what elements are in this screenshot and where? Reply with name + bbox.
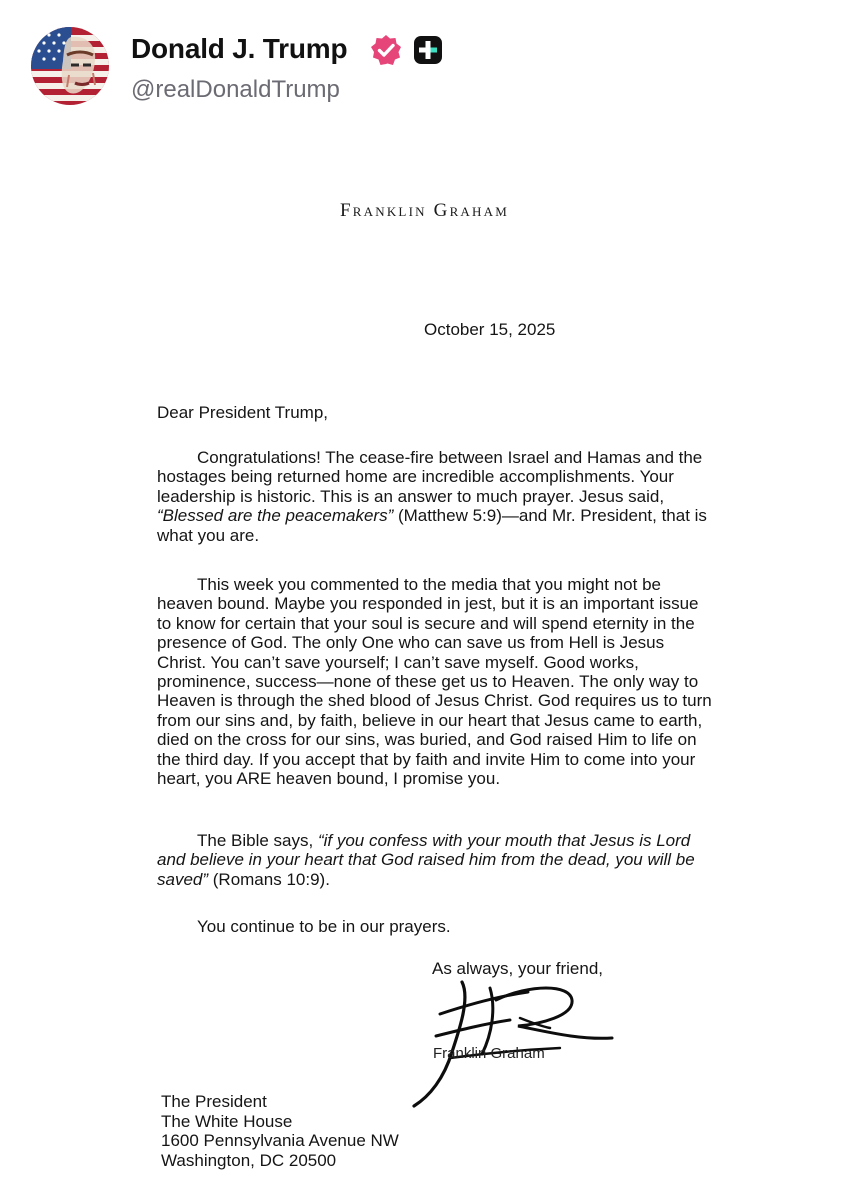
verified-badge-icon bbox=[370, 34, 402, 66]
post-header bbox=[0, 0, 849, 130]
truth-social-icon bbox=[414, 36, 442, 64]
paragraph-3 bbox=[157, 831, 717, 889]
paragraph-1-text-a: Congratulations! The cease-fire between Israel and Hamas and the hostages being returned home are incredible accomplishments. Your leadership is historic. This is an answer to much prayer. Jesus said, bbox=[157, 448, 703, 506]
avatar-flag-portrait-icon bbox=[31, 27, 109, 105]
signer-name: Franklin Graham bbox=[433, 1045, 545, 1062]
paragraph-4: You continue to be in our prayers. bbox=[197, 917, 451, 936]
paragraph-3-text-b: (Romans 10:9). bbox=[208, 869, 330, 889]
author-avatar[interactable] bbox=[31, 27, 109, 105]
paragraph-3-quote: “if you confess with your mouth that Jesus is Lord and believe in your heart that God raised him from the dead, you will be saved” bbox=[157, 831, 695, 889]
salutation: Dear President Trump, bbox=[157, 403, 329, 422]
letterhead: Franklin Graham bbox=[340, 200, 509, 221]
paragraph-1-quote: “Blessed are the peacemakers” bbox=[157, 506, 394, 526]
paragraph-1-text-b: (Matthew 5:9)—and Mr. President, that is what you are. bbox=[157, 506, 707, 545]
paragraph-2: This week you commented to the media that you might not be heaven bound. Maybe you responded in jest, but it is an important issue to know for certain that your soul is secure and will spend eternity in the presence of God. The only One who can save us from Hell is Jesus Christ. You can’t save yourself; I can’t save myself. Good works, prominence, success—none of these get us to Heaven. The only way to Heaven is through the shed blood of Jesus Christ. God requires us to turn from our sins and, by faith, believe in our heart that Jesus came to earth, died on the cross for our sins, was buried, and God raised Him to life on the third day. If you accept that by faith and invite Him to come into your heart, you ARE heaven bound, I promise you. bbox=[157, 575, 712, 789]
paragraph-1 bbox=[157, 448, 717, 545]
address-line-1: The President bbox=[161, 1092, 267, 1111]
address-line-2: The White House bbox=[161, 1111, 293, 1131]
letter-date: October 15, 2025 bbox=[424, 320, 556, 339]
closing: As always, your friend, bbox=[432, 959, 604, 978]
address-line-4: Washington, DC 20500 bbox=[161, 1150, 337, 1170]
author-handle[interactable]: @realDonaldTrump bbox=[131, 76, 340, 103]
address-line-3: 1600 Pennsylvania Avenue NW bbox=[161, 1131, 399, 1150]
letter-image[interactable] bbox=[0, 130, 849, 1200]
recipient-address bbox=[161, 1092, 399, 1170]
paragraph-3-text-a: The Bible says, bbox=[197, 831, 318, 850]
handwritten-signature bbox=[400, 978, 630, 1108]
author-display-name[interactable]: Donald J. Trump bbox=[131, 33, 348, 64]
